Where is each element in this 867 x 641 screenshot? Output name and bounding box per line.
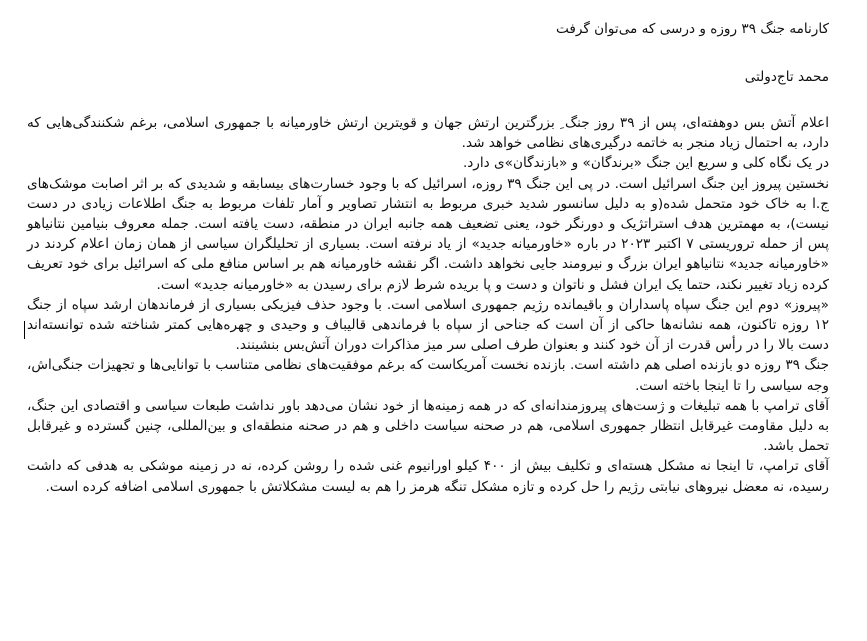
paragraph-trump-outcome: آقای ترامپ، تا اینجا نه مشکل هسته‌ای و تکلیف بیش از ۴۰۰ کیلو اورانیوم غنی شده را روشن کرده، نه در زمینه موشکی به هدفی که داشت رسیده، نه معضل نیروهای نیابتی رژیم را حل کرده و تازه مشکل تنگه هرمز را هم به لیست مشکلاتش با جمهوری اسلامی اضافه کرده است.	[27, 458, 829, 495]
paragraph-ceasefire: اعلام آتش بس دوهفته‌ای، پس از ۳۹ روز جنگ ِ بزرگترین ارتش جهان و قویترین ارتش خاورمیانه با جمهوری اسلامی، برغم شکنندگی‌هایی که دارد، به احتمال زیاد منجر به خاتمه درگیری‌های نظامی خواهد شد.	[27, 115, 829, 152]
paragraph-second-winner: «پیروز» دوم این جنگ سپاه پاسداران و باقیمانده رژیم جمهوری اسلامی است. با وجود حذف فیزیکی بسیاری از فرماندهان ارشد سپاه از جنگ ۱۲ روزه تاکنون، همه نشانه‌ها حاکی از آن است که جناحی از سپاه با فرماندهی قالیباف و وحیدی و چهره‌هایی کمتر شناخته شده توانسته‌اند دست بالا را در رأس قدرت از آن خود کنند و بعنوان طرف اصلی سر میز مذاکرات دوران آتش‌بس بنشینند.	[27, 296, 829, 354]
author-name: محمد تاج‌دولتی	[744, 69, 829, 85]
paragraph-losers: جنگ ۳۹ روزه دو بازنده اصلی هم داشته است. بازنده نخست آمریکاست که برغم موفقیت‌های نظامی متناسب با توانایی‌ها و تجهیزات جنگی‌اش، وجه سیاسی را تا اینجا باخته است.	[27, 357, 829, 394]
paragraph-first-winner: نخستین پیروز این جنگ اسرائیل است. در پی این جنگ ۳۹ روزه، اسرائیل که با وجود خسارت‌های بیسابقه و شدیدی که بر اثر اصابت موشک‌های ج.ا به خاک خود متحمل شده(و به دلیل سانسور شدید خبری مربوط به انتشار تصاویر و آمار تلفات مربوط به جنگ اطلاعات زیادی در دست نیست)، به مهمترین هدف استراتژیک و دورنگر خود، یعنی تضعیف همه جانبه ایران در منطقه، دست یافته است. جمله معروف بنیامین نتانیاهو پس از حمله تروریستی ۷ اکتبر ۲۰۲۳ در باره «خاورمیانه جدید» از یاد نرفته است. بسیاری از تحلیلگران سیاسی از همان زمان اعلام کردند در «خاورمیانه جدید» نتانیاهو ایران بزرگ و نیرومند جایی نخواهد داشت. اگر نقشه خاورمیانه هم بر اساس منافع ملی که اسرائیل برای خود تعریف کرده زیاد تغییر نکند، حتما یک ایران فشل و ناتوان و دست و پا بریده شرط لازم برای رسیدن به «خاورمیانه جدید» است.	[27, 175, 829, 293]
paragraph-winners-losers: در یک نگاه کلی و سریع این جنگ «برندگان» و «بازندگان»ی دارد.	[462, 155, 829, 172]
document-body[interactable]	[27, 113, 829, 497]
document-title: کارنامه جنگ ۳۹ روزه و درسی که می‌توان گرفت	[555, 21, 829, 37]
text-cursor	[24, 321, 25, 339]
paragraph-trump-effects: آقای ترامپ با همه تبلیغات و ژست‌های پیروزمندانه‌ای که در همه زمینه‌ها از خود نشان می‌دهد باور نداشت طبعات سیاسی و اقتصادی این جنگ، به دلیل مقاومت غیرقابل انتظار جمهوری اسلامی، هم در صحنه سیاست داخلی و هم در صحنه منطقه‌ای و بین‌المللی، چنین گسترده و غیرقابل تحمل باشد.	[27, 397, 829, 455]
